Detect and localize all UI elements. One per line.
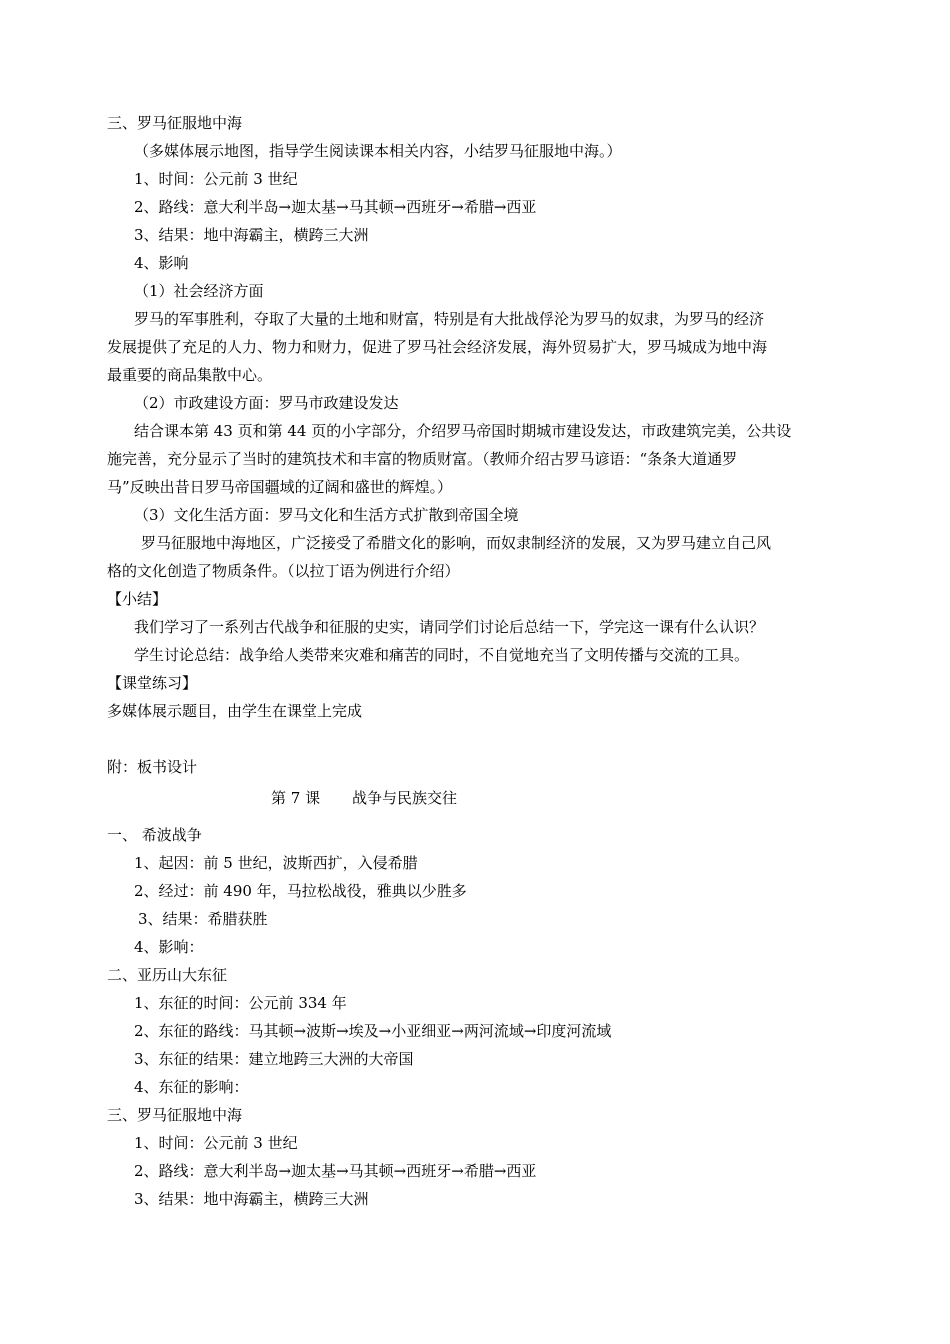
board-section1-item2: 2、经过：前 490 年，马拉松战役，雅典以少胜多 bbox=[134, 882, 467, 900]
section3-title: 三、罗马征服地中海 bbox=[107, 114, 243, 132]
impact2-paragraph-line2: 施完善，充分显示了当时的建筑技术和丰富的物质财富。（教师介绍古罗马谚语：“条条大道通罗 bbox=[107, 450, 738, 468]
section3-time: 1、时间：公元前 3 世纪 bbox=[134, 170, 298, 188]
board-section3-item3: 3、结果：地中海霸主，横跨三大洲 bbox=[134, 1190, 369, 1208]
impact3-paragraph-line2: 格的文化创造了物质条件。（以拉丁语为例进行介绍） bbox=[107, 562, 460, 580]
board-section3-item2: 2、路线：意大利半岛→迦太基→马其顿→西班牙→希腊→西亚 bbox=[134, 1162, 537, 1180]
summary-title: 【小结】 bbox=[107, 590, 168, 608]
section3-result: 3、结果：地中海霸主，横跨三大洲 bbox=[134, 226, 369, 244]
board-section2-item4: 4、东征的影响： bbox=[134, 1078, 249, 1096]
impact1-paragraph-line1: 罗马的军事胜利，夺取了大量的土地和财富，特别是有大批战俘沦为罗马的奴隶，为罗马的经济 bbox=[134, 310, 765, 328]
impact2-title: （2）市政建设方面：罗马市政建设发达 bbox=[134, 394, 399, 412]
board-lesson-title: 战争与民族交往 bbox=[352, 789, 458, 807]
impact3-paragraph-line1: 罗马征服地中海地区，广泛接受了希腊文化的影响，而奴隶制经济的发展，又为罗马建立自己风 bbox=[141, 534, 772, 552]
summary-paragraph2: 学生讨论总结：战争给人类带来灾难和痛苦的同时，不自觉地充当了文明传播与交流的工具。 bbox=[134, 646, 750, 664]
board-lesson-number: 第 7 课 bbox=[271, 789, 321, 807]
board-section1-item3: 3、结果：希腊获胜 bbox=[138, 910, 268, 928]
board-section1-title: 一、 希波战争 bbox=[107, 826, 202, 844]
board-section2-item2: 2、东征的路线：马其顿→波斯→埃及→小亚细亚→两河流域→印度河流域 bbox=[134, 1022, 612, 1040]
exercise-title: 【课堂练习】 bbox=[107, 674, 198, 692]
board-label: 附：板书设计 bbox=[107, 758, 198, 776]
board-section1-item4: 4、影响： bbox=[134, 938, 204, 956]
impact3-title: （3）文化生活方面：罗马文化和生活方式扩散到帝国全境 bbox=[134, 506, 519, 524]
section3-intro: （多媒体展示地图，指导学生阅读课本相关内容，小结罗马征服地中海。） bbox=[134, 142, 622, 160]
impact1-paragraph-line3: 最重要的商品集散中心。 bbox=[107, 366, 273, 384]
impact1-title: （1）社会经济方面 bbox=[134, 282, 264, 300]
section3-impact: 4、影响 bbox=[134, 254, 189, 272]
board-section3-title: 三、罗马征服地中海 bbox=[107, 1106, 243, 1124]
board-section1-item1: 1、起因：前 5 世纪，波斯西扩，入侵希腊 bbox=[134, 854, 418, 872]
exercise-paragraph: 多媒体展示题目，由学生在课堂上完成 bbox=[107, 702, 363, 720]
board-section3-item1: 1、时间：公元前 3 世纪 bbox=[134, 1134, 298, 1152]
impact2-paragraph-line3: 马”反映出昔日罗马帝国疆域的辽阔和盛世的辉煌。） bbox=[107, 478, 453, 496]
summary-paragraph1: 我们学习了一系列古代战争和征服的史实，请同学们讨论后总结一下，学完这一课有什么认识？ bbox=[134, 618, 765, 636]
board-section2-item1: 1、东征的时间：公元前 334 年 bbox=[134, 994, 347, 1012]
board-section2-title: 二、亚历山大东征 bbox=[107, 966, 228, 984]
section3-route: 2、路线：意大利半岛→迦太基→马其顿→西班牙→希腊→西亚 bbox=[134, 198, 537, 216]
board-section2-item3: 3、东征的结果：建立地跨三大洲的大帝国 bbox=[134, 1050, 414, 1068]
impact2-paragraph-line1: 结合课本第 43 页和第 44 页的小字部分，介绍罗马帝国时期城市建设发达，市政建筑完美，公共设 bbox=[134, 422, 792, 440]
impact1-paragraph-line2: 发展提供了充足的人力、物力和财力，促进了罗马社会经济发展，海外贸易扩大，罗马城成为地中海 bbox=[107, 338, 768, 356]
